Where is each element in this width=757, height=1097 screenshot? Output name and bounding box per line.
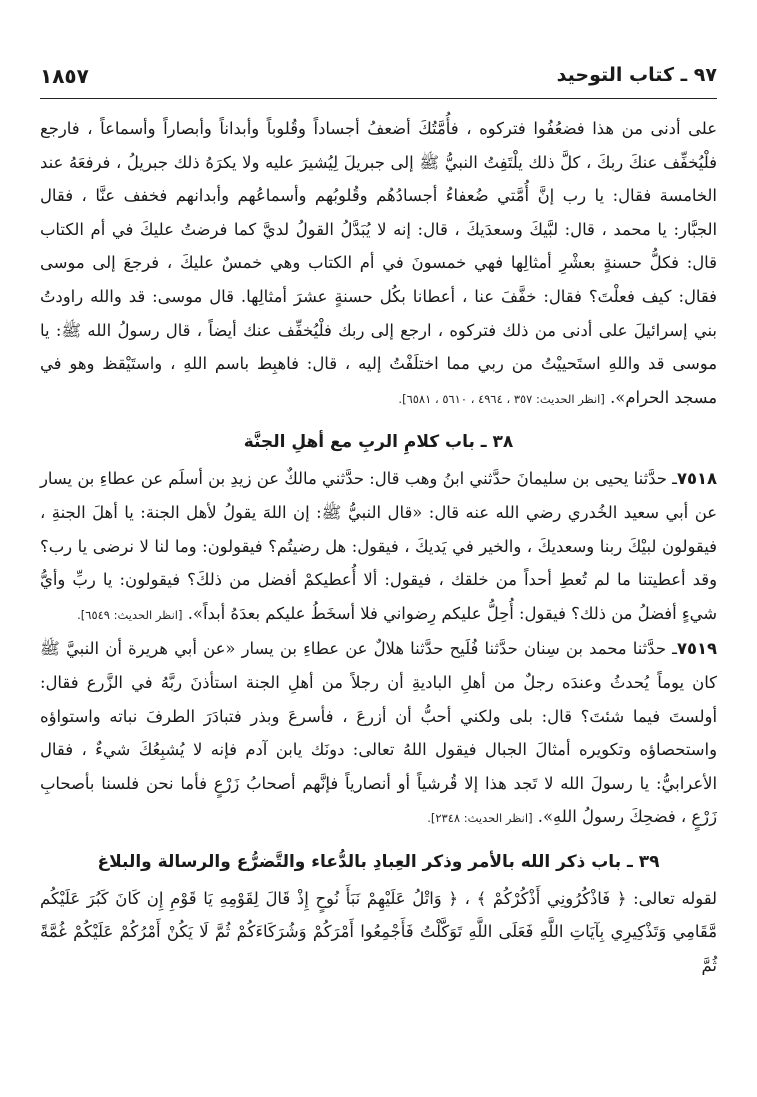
hadith-continuation xyxy=(40,112,717,416)
hadith-number: ٧٥١٨ xyxy=(676,469,717,489)
hadith-reference: [انظر الحديث: ٢٣٤٨]. xyxy=(427,811,533,826)
hadith-7519 xyxy=(40,632,717,836)
hadith-number: ٧٥١٩ xyxy=(676,639,717,659)
page-header xyxy=(40,62,717,99)
page-number: ١٨٥٧ xyxy=(40,64,89,88)
hadith-7518 xyxy=(40,462,717,632)
hadith-reference: [انظر الحديث: ٦٥٤٩]. xyxy=(77,607,183,622)
quran-citation: لقوله تعالى: ﴿ فَاذْكُرُونِي أَذْكُرْكُمْ ﴾ ، ﴿ وَاتْلُ عَلَيْهِمْ نَبَأَ نُوحٍ إِذْ قَالَ لِقَوْمِهِ يَا قَوْمِ إِن كَانَ كَبُرَ عَلَيْكُم مَّقَامِي وَتَذْكِيرِي بِآيَاتِ اللَّهِ فَعَلَى اللَّهِ تَوَكَّلْتُ فَأَجْمِعُوا أَمْرَكُمْ وَشُرَكَاءَكُمْ ثُمَّ لَا يَكُنْ أَمْرُكُمْ عَلَيْكُمْ غُمَّةً ثُمَّ xyxy=(40,888,717,976)
hadith-text: ـ حدَّثنا يحيى بن سليمانَ حدَّثني ابنُ وهب قال: حدَّثني مالكٌ عن زيدِ بن أسلَم عن عطاءِ بن يسار عن أبي سعيد الخُدري رضي الله عنه قال: «قال النبيُّ ﷺ: إن اللهَ يقولُ لأهل الجنة: يا أهلَ الجنةِ ، فيقولون لبيْكَ ربنا وسعديكَ ، والخير في يَديكَ ، فيقول: هل رضيتُم؟ فيقولون: وما لنا لا نرضى يا رب؟ وقد أعطيتنا ما لم تُعطِ أحداً من خلقك ، فيقول: ألا أُعطيكمْ أفضل من ذلكَ؟ فيقولون: يا ربِّ وأيُّ شيءٍ أفضلُ من ذلك؟ فيقول: أُحِلُّ عليكم رِضواني فلا أسخَطُ عليكم بعدَهُ أبداً». xyxy=(40,469,717,623)
page-body xyxy=(40,112,717,983)
hadith-reference: [انظر الحديث: ٣٥٧ ، ٤٩٦٤ ، ٥٦١٠ ، ٦٥٨١]. xyxy=(398,391,605,406)
chapter-heading: ٣٨ ـ باب كلامِ الربِ مع أهلِ الجنَّة xyxy=(243,432,514,453)
chapter-heading: ٣٩ ـ باب ذكر الله بالأمر وذكر العِبادِ بالدُّعاء والتَّضرُّع والرسالة والبلاغ xyxy=(97,851,660,872)
hadith-text: ـ حدَّثنا محمد بن سِنان حدَّثنا فُلَيح حدَّثنا هلالٌ عن عطاءِ بن يسار «عن أبي هريرة أن النبيَّ ﷺ كان يوماً يُحدثُ وعندَه رجلٌ من أهلِ الباديةِ أن رجلاً من أهلِ الجنة استأذنَ ربَّهُ في الزَّرع فقال: أولستَ فيما شئتَ؟ قال: بلى ولكني أحبُّ أن أزرعَ ، فأسرعَ وبذر فتبادَرَ الطرفَ نباته واستواؤه واستحصاؤه وتكويره أمثالَ الجبال فيقول اللهُ تعالى: دونَك يابن آدم فإنه لا يُشبِعُكَ شيءٌ ، فقال الأعرابيُّ: يا رسولَ الله لا تَجد هذا إلا قُرشياً أو أنصارياً فإنَّهم أصحابُ زَرْعٍ فأما نحن فلسنا بأصحابِ زَرْعٍ ، فضحِكَ رسولُ اللهِ». xyxy=(40,639,717,827)
hadith-text: على أدنى من هذا فضعُفُوا فتركوه ، فأُمَّتُكَ أضعفُ أجساداً وقُلوباً وأبداناً وأبصاراً وأسماعاً ، فارجع فلْيُخفِّف عنكَ ربكَ ، كلَّ ذلك يلْتَفِتُ النبيُّ ﷺ إلى جبريلَ لِيُشيرَ عليه ولا يكرَهُ ذلك جبريلُ ، فرفعَهُ عند الخامسة فقال: يا رب إنَّ أُمَّتي ضُعفاءُ أجسادُهُم وقُلوبُهم وأسماعُهم وأبدانهم فخفف عنَّا ، فقال الجبَّار: يا محمد ، قال: لبَّيكَ وسعدَيكَ ، قال: إنه لا يُبَدَّلُ القولُ لديَّ كما فرضتُ عليكَ في أم الكتاب قال: فكلُّ حسنةٍ بعشْرِ أمثالِها فهي خمسونَ في أم الكتاب وهي خمسٌ عليكَ ، فرجعَ إلى موسى فقال: كيف فعلْتَ؟ فقال: خفَّفَ عنا ، أعطانا بكُل حسنةٍ عشرَ أمثالِها. قال موسى: قد والله راودتُ بني إسرائيلَ على أدنى من ذلك فتركوه ، ارجع إلى ربك فلْيُخفِّف عنك أيضاً ، قال رسولُ الله ﷺ: يا موسى قد واللهِ استَحييْتُ من ربي مما اختلَفْتُ إليه ، قال: فاهبِط باسم اللهِ ، واستَيْقظ وهو في مسجد الحرام». xyxy=(40,119,717,407)
running-title: ٩٧ ـ كتاب التوحيد xyxy=(556,64,717,86)
